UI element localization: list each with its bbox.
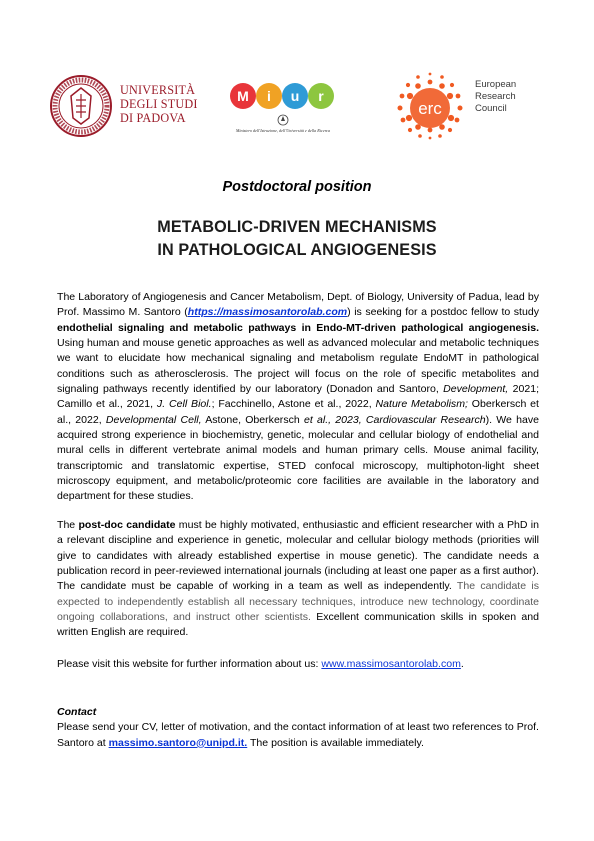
- website-link[interactable]: www.massimosantorolab.com: [321, 657, 461, 670]
- text-run: The position is available immediately.: [247, 736, 424, 749]
- lab-website-link[interactable]: https://massimosantorolab.com: [187, 306, 348, 319]
- project-description-paragraph: [57, 290, 539, 505]
- position-subtitle: Postdoctoral position: [222, 179, 372, 195]
- text-run: ) is seeking for a postdoc fellow to study: [347, 306, 539, 319]
- contact-paragraph: [57, 720, 539, 751]
- candidate-requirements-paragraph: [57, 518, 539, 641]
- text-run: Please visit this website for further information about us:: [57, 657, 322, 670]
- text-run: The: [57, 518, 79, 531]
- miur-letter: r: [318, 88, 324, 104]
- journal-name: Developmental Cell,: [105, 413, 202, 426]
- erc-name-line: Research: [475, 91, 516, 102]
- miur-letter: u: [290, 88, 300, 104]
- contact-heading: Contact: [57, 705, 97, 718]
- university-name-line: DI PADOVA: [120, 111, 186, 125]
- miur-letter: i: [267, 88, 271, 104]
- text-run: .: [460, 657, 464, 670]
- text-run: Excellent communication skills in spoken and written English are required.: [57, 610, 539, 639]
- journal-name: Development,: [443, 383, 509, 396]
- erc-name: [475, 79, 516, 115]
- document-body: [57, 290, 539, 751]
- university-name-line: UNIVERSITÀ: [120, 83, 196, 97]
- text-run: Using human and mouse genetic approaches as well as advanced molecular and metabolic techniques we want to elucidate how mechanical signaling and metabolism regulate EndoMT in pathological conditions such as atherosclerosis. The project will focus on the role of specific metabolites and signaling pathways recently identified by our laboratory (Donadon and Santoro,: [57, 337, 539, 396]
- email-link[interactable]: massimo.santoro@unipd.it.: [108, 736, 248, 749]
- erc-mark-text: erc: [418, 99, 442, 118]
- journal-name: J. Cell Biol.: [156, 398, 212, 411]
- document-title: [0, 216, 594, 262]
- text-run: must be highly motivated, enthusiastic and efficient researcher with a PhD in a relevant discipline and experience in genetic, molecular and cellular biology methods (priorities will give to candidates with already established expertise in mouse genetic). The candidate needs a publication record in peer-reviewed international journals (including at least one paper as a first author). The candidate must be capable of working in a team as well as independently.: [57, 518, 539, 593]
- logo-bar: [0, 68, 594, 148]
- miur-letter: M: [237, 88, 249, 104]
- grey-text-run: The candidate is expected to independently establish all necessary techniques, introduce new technology, coordinate ongoing collaborations, and instruct other scientists.: [57, 580, 539, 623]
- document-title-line: METABOLIC-DRIVEN MECHANISMS: [157, 218, 437, 236]
- university-seal-icon: [49, 74, 113, 138]
- website-paragraph: [57, 657, 539, 672]
- erc-name-line: Council: [475, 103, 507, 114]
- miur-logo: [228, 72, 338, 128]
- journal-name: Nature Metabolism;: [375, 398, 468, 411]
- text-run: Oberkersch et al., 2022,: [57, 398, 539, 426]
- text-run: Astone, Oberkersch: [201, 413, 304, 426]
- miur-caption: Ministero dell'Istruzione, dell'Università e della Ricerca: [235, 128, 331, 133]
- text-run: Please send your CV, letter of motivation, and the contact information of at least two references to Prof. Santoro at: [57, 721, 539, 749]
- university-name: [120, 83, 198, 125]
- journal-name: et al., 2023, Cardiovascular Research: [303, 413, 486, 426]
- text-run: The Laboratory of Angiogenesis and Cancer Metabolism, Dept. of Biology, University of Padua, lead by Prof. Massimo M. Santoro (: [57, 291, 539, 319]
- erc-logo: [390, 68, 470, 144]
- erc-name-line: European: [475, 79, 517, 90]
- project-focus-bold: endothelial signaling and metabolic pathways in Endo-MT-driven pathological angiogenesis.: [57, 321, 539, 334]
- text-run: 2021; Camillo et al., 2021,: [57, 383, 540, 411]
- university-name-line: DEGLI STUDI: [120, 97, 198, 111]
- text-run: ; Facchinello, Astone et al., 2022,: [211, 398, 376, 411]
- document-title-line: IN PATHOLOGICAL ANGIOGENESIS: [157, 241, 437, 259]
- text-run: ). We have acquired strong experience in biochemistry, genetic, molecular and cellular biology of endothelial and mural cells in different vertebrate animal models and human primary cells. Mouse animal facility, transcriptomic and translatomic expertise, STED confocal microscopy, multiphoton-light sheet microscopy equipment, and metabolic/proteomic core facilities are available in the laboratory and department for these studies.: [57, 413, 539, 503]
- candidate-bold: post-doc candidate: [78, 518, 176, 531]
